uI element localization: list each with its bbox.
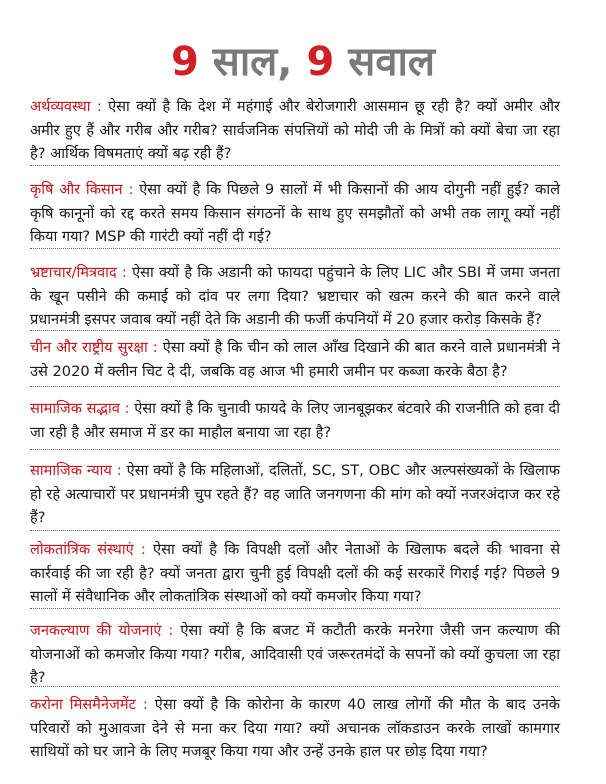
divider	[30, 686, 560, 687]
divider	[30, 530, 560, 531]
question-corona-mismanagement	[30, 693, 560, 764]
title-number-1: 9	[171, 39, 199, 85]
question-economy	[30, 95, 560, 166]
divider	[30, 449, 560, 450]
question-label: कृषि और किसान :	[30, 181, 134, 198]
question-corruption	[30, 261, 560, 332]
divider	[30, 608, 560, 609]
question-text: ऐसा क्यों है कि विपक्षी दलों और नेताओं के खिलाफ बदले की भावना से कार्रवाई की जा रही है? क्यों जनता द्वारा चुनी हुई विपक्षी दलों की कई सरकारें गिराई गई? पिछले 9 सालों में संवैधानिक और लोकतांत्रिक संस्थाओं को क्यों कमजोर किया गया?	[30, 541, 561, 605]
question-text: ऐसा क्यों है कि कोरोना के कारण 40 लाख लोगों की मौत के बाद उनके परिवारों को मुआवजा देने से मना कर दिया गया? क्यों अचानक लॉकडाउन करके लाखों कामगार साथियों को घर जाने के लिए मजबूर किया गया और उन्हें उनके हाल पर छोड़ दिया गया?	[30, 696, 560, 760]
question-label: लोकतांत्रिक संस्थाएं :	[30, 541, 146, 558]
divider	[30, 386, 560, 387]
question-agriculture	[30, 178, 560, 249]
question-democratic-institutions	[30, 538, 560, 609]
question-text: ऐसा क्यों है कि अडानी को फायदा पहुंचाने के लिए LIC और SBI में जमा जनता के खून पसीने की कमाई को दांव पर लगा दिया? भ्रष्टाचार को खत्म करने की बात करने वाले प्रधानमंत्री इसपर जवाब क्यों नहीं देते कि अडानी की फर्जी कंपनियों में 20 हजार करोड़ किसके हैं?	[30, 264, 560, 328]
question-china-security	[30, 336, 560, 383]
question-welfare-schemes	[30, 619, 560, 690]
question-text: ऐसा क्यों है कि महिलाओं, दलितों, SC, ST, OBC और अल्पसंख्यकों के खिलाफ हो रहे अत्याचारों पर प्रधानमंत्री चुप रहते हैं? वह जाति जनगणना की मांग को क्यों नजरअंदाज कर रहे हैं?	[30, 462, 560, 526]
question-label: जनकल्याण की योजनाएं :	[30, 622, 174, 639]
question-label: भ्रष्टाचार/मित्रवाद :	[30, 264, 127, 281]
question-social-harmony	[30, 397, 560, 444]
divider	[30, 248, 560, 249]
question-text: ऐसा क्यों है कि देश में महंगाई और बेरोजगारी आसमान छू रही है? क्यों अमीर और अमीर हुए हैं और गरीब और गरीब? सार्वजनिक संपत्तियों को मोदी जी के मित्रों को क्यों बेचा जा रहा है? आर्थिक विषमताएं क्यों बढ़ रही हैं?	[30, 98, 560, 162]
title-word-2: सवाल	[348, 39, 435, 85]
divider	[30, 165, 560, 166]
question-text: ऐसा क्यों है कि पिछले 9 सालों में भी किसानों की आय दोगुनी नहीं हुई? काले कृषि कानूनों को रद्द करते समय किसान संगठनों के साथ हुए समझौतों को अभी तक लागू क्यों नहीं किया गया? MSP की गारंटी क्यों नहीं दी गई?	[30, 181, 561, 245]
divider	[30, 330, 560, 331]
question-label: सामाजिक सद्भाव :	[30, 400, 130, 417]
question-text: ऐसा क्यों है कि चीन को लाल आँख दिखाने की बात करने वाले प्रधानमंत्री ने उसे 2020 में क्लीन चिट दे दी, जबकि वह आज भी हमारी जमीन पर कब्जा करके बैठा है?	[30, 339, 560, 380]
question-label: चीन और राष्ट्रीय सुरक्षा :	[30, 339, 158, 356]
question-social-justice	[30, 459, 560, 530]
question-label: करोना मिसमैनेजमेंट :	[30, 696, 148, 713]
page-title	[0, 34, 606, 90]
title-word-1: साल,	[212, 39, 293, 85]
question-text: ऐसा क्यों है कि बजट में कटौती करके मनरेगा जैसी जन कल्याण की योजनाओं को कमजोर किया गया? गरीब, आदिवासी एवं जरूरतमंदों के सपनों को क्यों कुचला जा रहा है?	[30, 622, 561, 686]
title-number-2: 9	[306, 39, 335, 85]
question-label: अर्थव्यवस्था :	[30, 98, 102, 115]
question-text: ऐसा क्यों है कि चुनावी फायदे के लिए जानबूझकर बंटवारे की राजनीति को हवा दी जा रही है और समाज में डर का माहौल बनाया जा रहा है?	[30, 400, 561, 441]
question-label: सामाजिक न्याय :	[30, 462, 122, 479]
